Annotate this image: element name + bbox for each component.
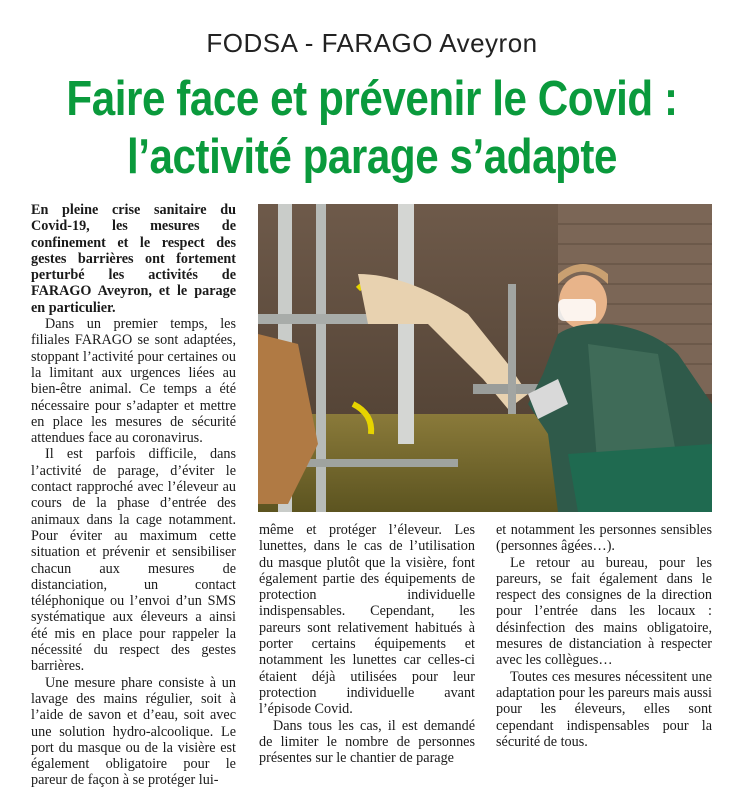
paragraph-3: Une mesure phare consiste à un lavage des mains régulier, soit à l’aide de savon et d’eau, soit avec une solution hydro-alcoolique. Le port du masque ou de la visière est également obligatoire pour le pareur de façon à se protéger lui- bbox=[31, 674, 236, 789]
paragraph-6: Toutes ces mesures nécessitent une adaptation pour les pareurs mais aussi pour les éleveurs, elles sont cependant indispensables pour la sécurité de tous. bbox=[496, 668, 712, 750]
paragraph-4-continued: et notamment les personnes sensibles (personnes âgées…). bbox=[496, 522, 712, 555]
headline-line-2: l’activité parage s’adapte bbox=[126, 130, 618, 184]
paragraph-2: Il est parfois difficile, dans l’activité de parage, d’éviter le contact rapproché avec l’éleveur au cours de la phase d’entrée des animaux dans la cage notamment. Pour éviter au maximum cette situation et prévenir et sensibiliser chacun aux mesures de distanciation, un contact téléphonique ou l’envoi d’un SMS systématique aux éleveurs a ainsi été mis en place pour rappeler la nécessité du respect des gestes barrières. bbox=[31, 446, 236, 675]
kicker: FODSA - FARAGO Aveyron bbox=[206, 28, 538, 58]
lead-paragraph: En pleine crise sanitaire du Covid-19, les mesures de confinement et le respect des gestes barrières ont fortement perturbé les activités de FARAGO Aveyron, et le parage en particulier. bbox=[31, 202, 236, 316]
paragraph-4: Dans tous les cas, il est demandé de limiter le nombre de personnes présentes sur le chantier de parage bbox=[259, 717, 475, 767]
column-2 bbox=[259, 522, 475, 766]
column-1 bbox=[31, 202, 236, 789]
photo-illustration bbox=[258, 204, 712, 512]
paragraph-1: Dans un premier temps, les filiales FARAGO se sont adaptées, stoppant l’activité pour certaines ou la limitant aux urgences liées au bien-être animal. Ce temps a été nécessaire pour s’adapter et mettre en place les mesures de sécurité attendues face au coronavirus. bbox=[31, 316, 236, 447]
column-3 bbox=[496, 522, 712, 750]
headline bbox=[52, 70, 692, 186]
paragraph-3-continued: même et protéger l’éleveur. Les lunettes, dans le cas de l’utilisation du masque plutôt que la visière, font également partie des équipements de protection individuelle indispensables. Cependant, les pareurs sont relativement habitués à porter certains équipements et notamment les lunettes car celles-ci étaient déjà utilisées pour leur protection individuelle avant l’épisode Covid. bbox=[259, 522, 475, 718]
hoof-trimming-photo bbox=[258, 204, 712, 512]
paragraph-5: Le retour au bureau, pour les pareurs, se fait également dans le respect des consignes de la direction pour l’entrée dans les locaux : désinfection des mains obligatoire, mesures de distanciation à respecter avec les collègues… bbox=[496, 554, 712, 669]
headline-line-1: Faire face et prévenir le Covid : bbox=[66, 72, 678, 126]
